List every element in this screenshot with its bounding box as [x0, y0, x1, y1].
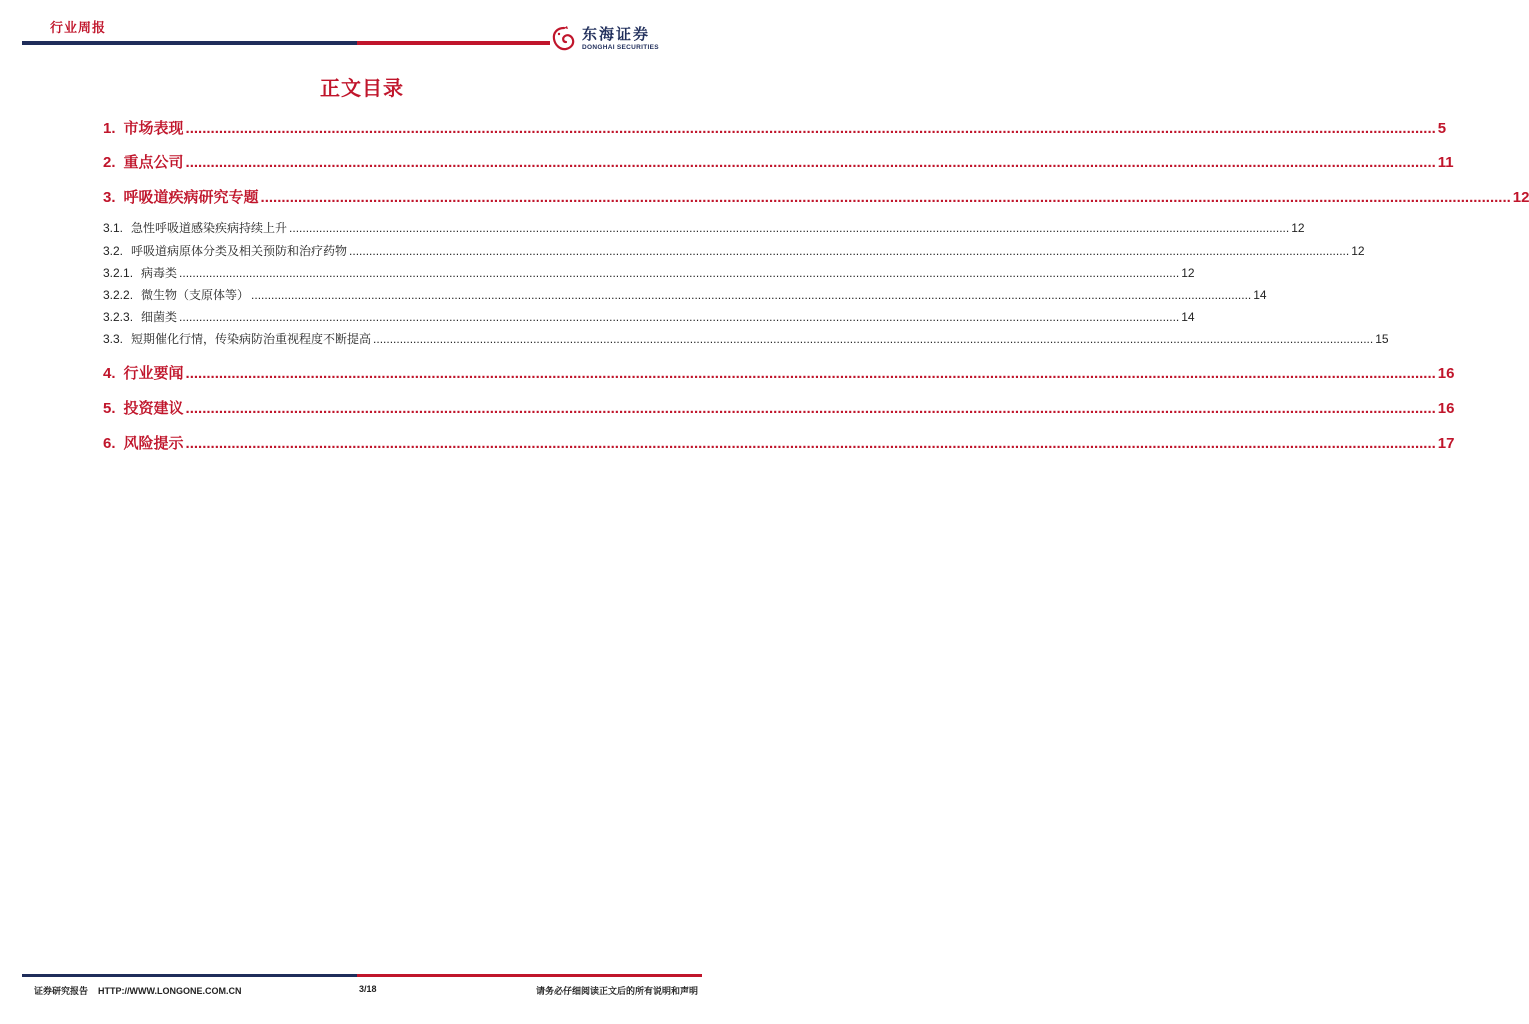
- toc-entry-label: 细菌类: [141, 310, 178, 324]
- footer-source: 证券研究报告 HTTP://WWW.LONGONE.COM.CN: [34, 986, 242, 996]
- toc-entry-label: 重点公司: [123, 154, 184, 171]
- toc-entry-number: 3.2.3.: [103, 310, 134, 324]
- footer-divider: [22, 974, 702, 977]
- toc-entry-page: 17: [1437, 435, 1455, 452]
- toc-entry[interactable]: [103, 330, 1389, 346]
- toc-entry-number: 3.2.2.: [103, 288, 134, 302]
- toc-dot-leader: ............................................................................................................................................................................................................................................................................................................: [179, 266, 1180, 280]
- toc-dot-leader: ............................................................................................................................................................................................................................................................................................................: [260, 189, 1511, 206]
- toc-entry-label: 病毒类: [141, 266, 178, 280]
- toc-entry-page: 12: [1351, 244, 1365, 258]
- toc-entry-label: 投资建议: [123, 400, 184, 417]
- toc-entry[interactable]: [103, 432, 1455, 452]
- company-logo: [550, 22, 702, 56]
- toc-entry-label: 行业要闻: [123, 365, 184, 382]
- toc-dot-leader: ............................................................................................................................................................................................................................................................................................................: [185, 154, 1436, 171]
- toc-dot-leader: ............................................................................................................................................................................................................................................................................................................: [185, 120, 1436, 137]
- toc-entry[interactable]: [103, 242, 1365, 258]
- toc-dot-leader: ............................................................................................................................................................................................................................................................................................................: [179, 310, 1180, 324]
- toc-entry-label: 短期催化行情，传染病防治重视程度不断提高: [131, 332, 372, 346]
- toc-entry-page: 16: [1437, 365, 1455, 382]
- report-type-label: 行业周报: [50, 20, 107, 35]
- toc-dot-leader: ............................................................................................................................................................................................................................................................................................................: [289, 221, 1290, 235]
- dragon-logo-icon: [550, 25, 578, 53]
- toc-entry-page: 11: [1437, 154, 1454, 171]
- toc-dot-leader: ............................................................................................................................................................................................................................................................................................................: [251, 288, 1252, 302]
- toc-entry-page: 14: [1181, 310, 1195, 324]
- toc-entry-number: 4.: [103, 365, 116, 382]
- toc-entry-label: 急性呼吸道感染疾病持续上升: [131, 221, 288, 235]
- toc-entry-label: 微生物（支原体等）: [141, 288, 250, 302]
- toc-entry-number: 1.: [103, 120, 116, 137]
- toc-entry[interactable]: [103, 397, 1455, 417]
- toc-entry-page: 12: [1291, 221, 1305, 235]
- toc-entry-page: 12: [1512, 189, 1529, 206]
- toc-entry[interactable]: [103, 186, 1529, 206]
- toc-entry-number: 3.3.: [103, 332, 124, 346]
- toc-entry[interactable]: [103, 219, 1305, 235]
- toc-entry-page: 15: [1375, 332, 1389, 346]
- toc-entry-number: 3.: [103, 189, 116, 206]
- toc-entry-page: 5: [1437, 120, 1447, 137]
- toc-dot-leader: ............................................................................................................................................................................................................................................................................................................: [373, 332, 1374, 346]
- toc-entry-number: 3.2.: [103, 244, 124, 258]
- toc-title: 正文目录: [320, 78, 404, 100]
- logo-chinese-name: 东海证券: [582, 25, 651, 43]
- toc-entry-number: 3.2.1.: [103, 266, 134, 280]
- toc-entry-label: 呼吸道病原体分类及相关预防和治疗药物: [131, 244, 348, 258]
- toc-dot-leader: ............................................................................................................................................................................................................................................................................................................: [185, 365, 1436, 382]
- toc-entry[interactable]: [103, 286, 1267, 302]
- toc-entry-page: 16: [1437, 400, 1455, 417]
- toc-entry-label: 市场表现: [123, 120, 184, 137]
- logo-english-name: DONGHAI SECURITIES: [582, 43, 659, 51]
- toc-entry-label: 风险提示: [123, 435, 184, 452]
- page-number: 3/18: [359, 984, 377, 994]
- toc-entry-page: 14: [1253, 288, 1267, 302]
- toc-dot-leader: ............................................................................................................................................................................................................................................................................................................: [185, 435, 1436, 452]
- toc-entry[interactable]: [103, 151, 1454, 171]
- toc-entry[interactable]: [103, 117, 1447, 137]
- toc-entry-number: 6.: [103, 435, 116, 452]
- toc-entry-number: 5.: [103, 400, 116, 417]
- toc-entry-number: 2.: [103, 154, 116, 171]
- footer-disclaimer: 请务必仔细阅读正文后的所有说明和声明: [535, 986, 698, 996]
- toc-entry-page: 12: [1181, 266, 1195, 280]
- toc-entry-number: 3.1.: [103, 221, 124, 235]
- toc-dot-leader: ............................................................................................................................................................................................................................................................................................................: [349, 244, 1350, 258]
- toc-entry[interactable]: [103, 362, 1455, 382]
- toc-entry-label: 呼吸道疾病研究专题: [123, 189, 259, 206]
- toc-entry[interactable]: [103, 308, 1195, 324]
- toc-entry[interactable]: [103, 264, 1195, 280]
- toc-dot-leader: ............................................................................................................................................................................................................................................................................................................: [185, 400, 1436, 417]
